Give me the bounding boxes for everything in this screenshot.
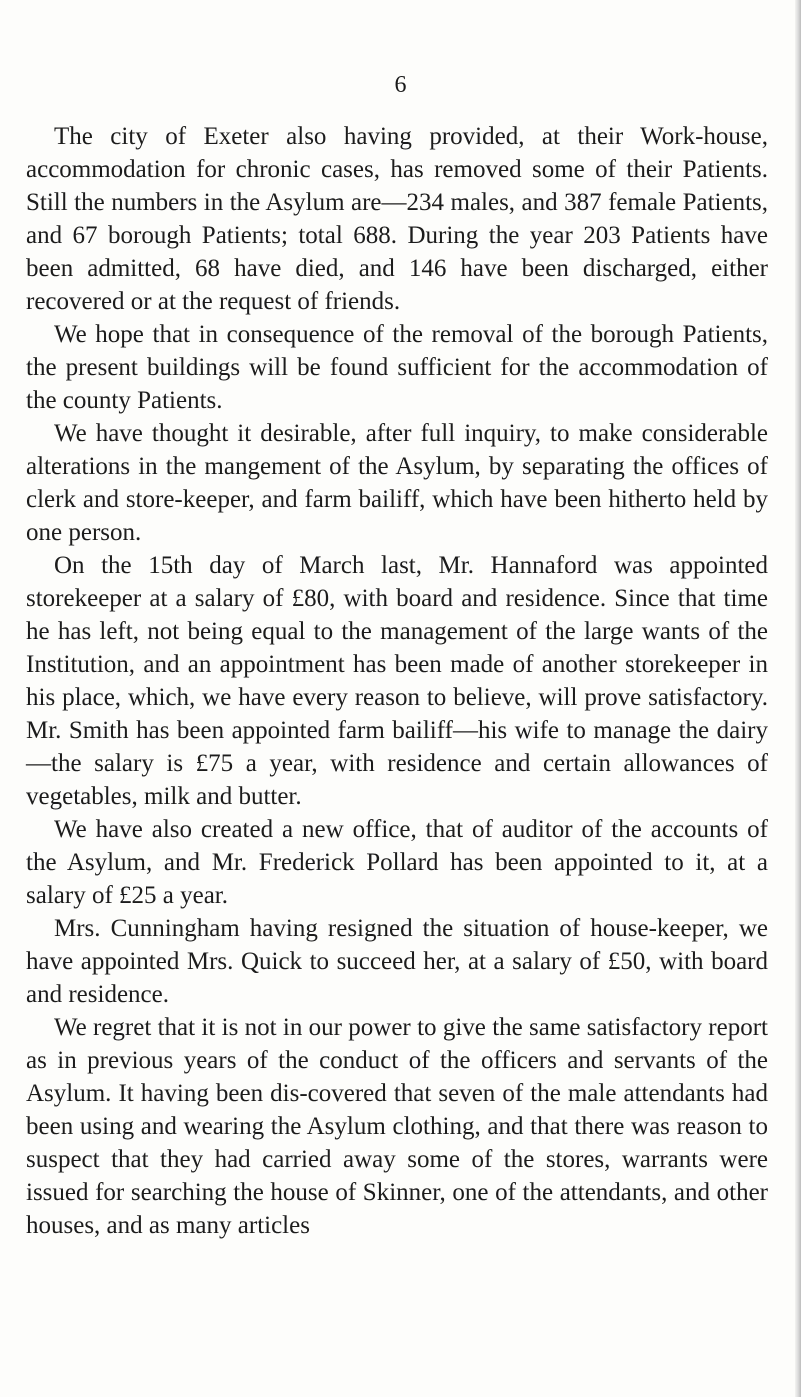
body-text bbox=[26, 120, 768, 1242]
paragraph-borough-removal: We hope that in consequence of the removal of the borough Patients, the present buildings will be found sufficient for the accommodation of the county Patients. bbox=[26, 321, 768, 414]
page-number: 6 bbox=[394, 72, 407, 98]
paragraph-auditor: We have also created a new office, that of auditor of the accounts of the Asylum, and Mr. Frederick Pollard has been appointed to it, at a salary of £25 a year. bbox=[26, 816, 768, 909]
paragraph-storekeeper: On the 15th day of March last, Mr. Hannaford was appointed storekeeper at a salary of £80, with board and residence. Since that time he has left, not being equal to the management of the large wants of the Institution, and an appointment has been made of another storekeeper in his place, which, we have every reason to believe, will prove satisfactory. Mr. Smith has been appointed farm bailiff—his wife to manage the dairy—the salary is £75 a year, with residence and certain allowances of vegetables, milk and butter. bbox=[26, 552, 768, 810]
paragraph-exeter-patients: The city of Exeter also having provided, at their Work-house, accommodation for chronic cases, has removed some of their Patients. Still the numbers in the Asylum are—234 males, and 387 female Patients, and 67 borough Patients; total 688. During the year 203 Patients have been admitted, 68 have died, and 146 have been discharged, either recovered or at the request of friends. bbox=[26, 123, 768, 315]
paragraph-attendants: We regret that it is not in our power to give the same satisfactory report as in previous years of the conduct of the officers and servants of the Asylum. It having been dis-covered that seven of the male attendants had been using and wearing the Asylum clothing, and that there was reason to suspect that they had carried away some of the stores, warrants were issued for searching the house of Skinner, one of the attendants, and other houses, and as many articles bbox=[26, 1014, 768, 1239]
paragraph-alterations: We have thought it desirable, after full inquiry, to make considerable alterations in the mangement of the Asylum, by separating the offices of clerk and store-keeper, and farm bailiff, which have been hitherto held by one person. bbox=[26, 420, 768, 546]
page-edge-shadow bbox=[795, 0, 801, 1397]
paragraph-housekeeper: Mrs. Cunningham having resigned the situation of house-keeper, we have appointed Mrs. Quick to succeed her, at a salary of £50, with board and residence. bbox=[26, 915, 768, 1008]
